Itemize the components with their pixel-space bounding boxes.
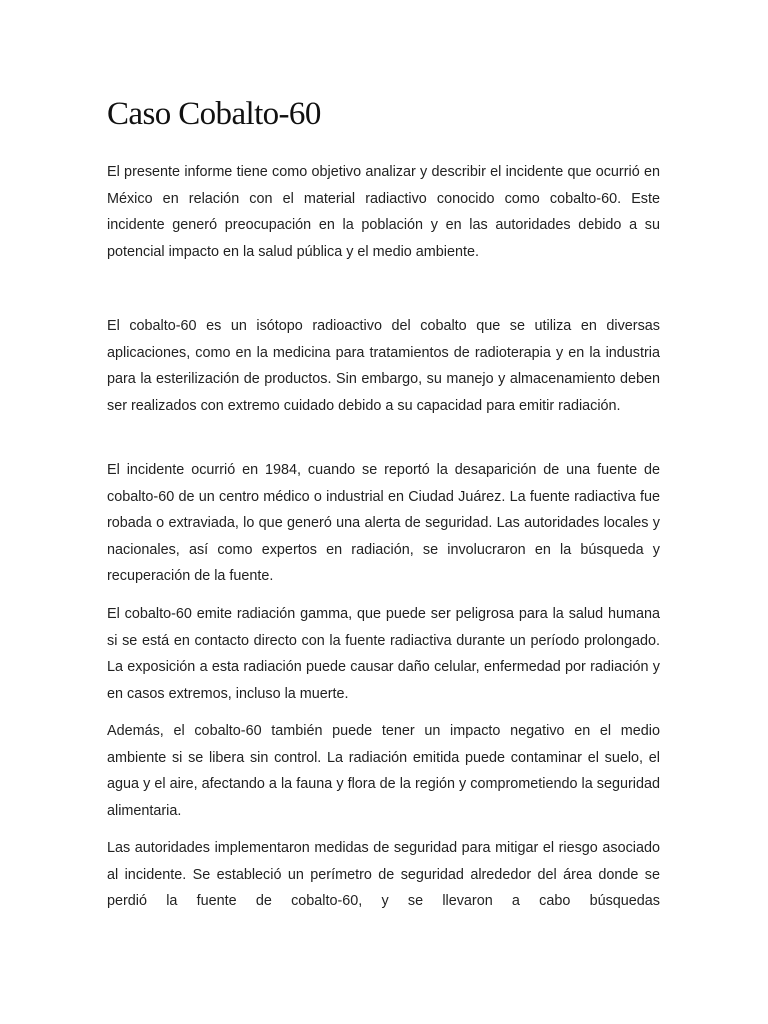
paragraph-introduction: El presente informe tiene como objetivo analizar y describir el incidente que ocurrió en México en relación con el material radiactivo conocido como cobalto-60. Este incidente generó preocupación en la población y en las autoridades debido a su potencial impacto en la salud pública y el medio ambiente. bbox=[107, 164, 660, 260]
paragraph-environmental-impact: Además, el cobalto-60 también puede tener un impacto negativo en el medio ambiente si se libera sin control. La radiación emitida puede contaminar el suelo, el agua y el aire, afectando a la fauna y flora de la región y comprometiendo la seguridad alimentaria. bbox=[107, 723, 660, 819]
paragraph-health-risk: El cobalto-60 emite radiación gamma, que puede ser peligrosa para la salud humana si se está en contacto directo con la fuente radiactiva durante un período prolongado. La exposición a esta radiación puede causar daño celular, enfermedad por radiación y en casos extremos, incluso la muerte. bbox=[107, 606, 660, 702]
document-title: Caso Cobalto-60 bbox=[107, 96, 321, 132]
paragraph-cobalt-description: El cobalto-60 es un isótopo radioactivo del cobalto que se utiliza en diversas aplicaciones, como en la medicina para tratamientos de radioterapia y en la industria para la esterilización de productos. Sin embargo, su manejo y almacenamiento deben ser realizados con extremo cuidado debido a su capacidad para emitir radiación. bbox=[107, 318, 660, 414]
paragraph-incident: El incidente ocurrió en 1984, cuando se reportó la desaparición de una fuente de cobalto-60 de un centro médico o industrial en Ciudad Juárez. La fuente radiactiva fue robada o extraviada, lo que generó una alerta de seguridad. Las autoridades locales y nacionales, así como expertos en radiación, se involucraron en la búsqueda y recuperación de la fuente. bbox=[107, 462, 660, 585]
paragraph-security-measures: Las autoridades implementaron medidas de seguridad para mitigar el riesgo asociado al incidente. Se estableció un perímetro de seguridad alrededor del área donde se perdió la fuente de cobalto-60, y se llevaron a cabo búsquedas bbox=[107, 840, 660, 910]
